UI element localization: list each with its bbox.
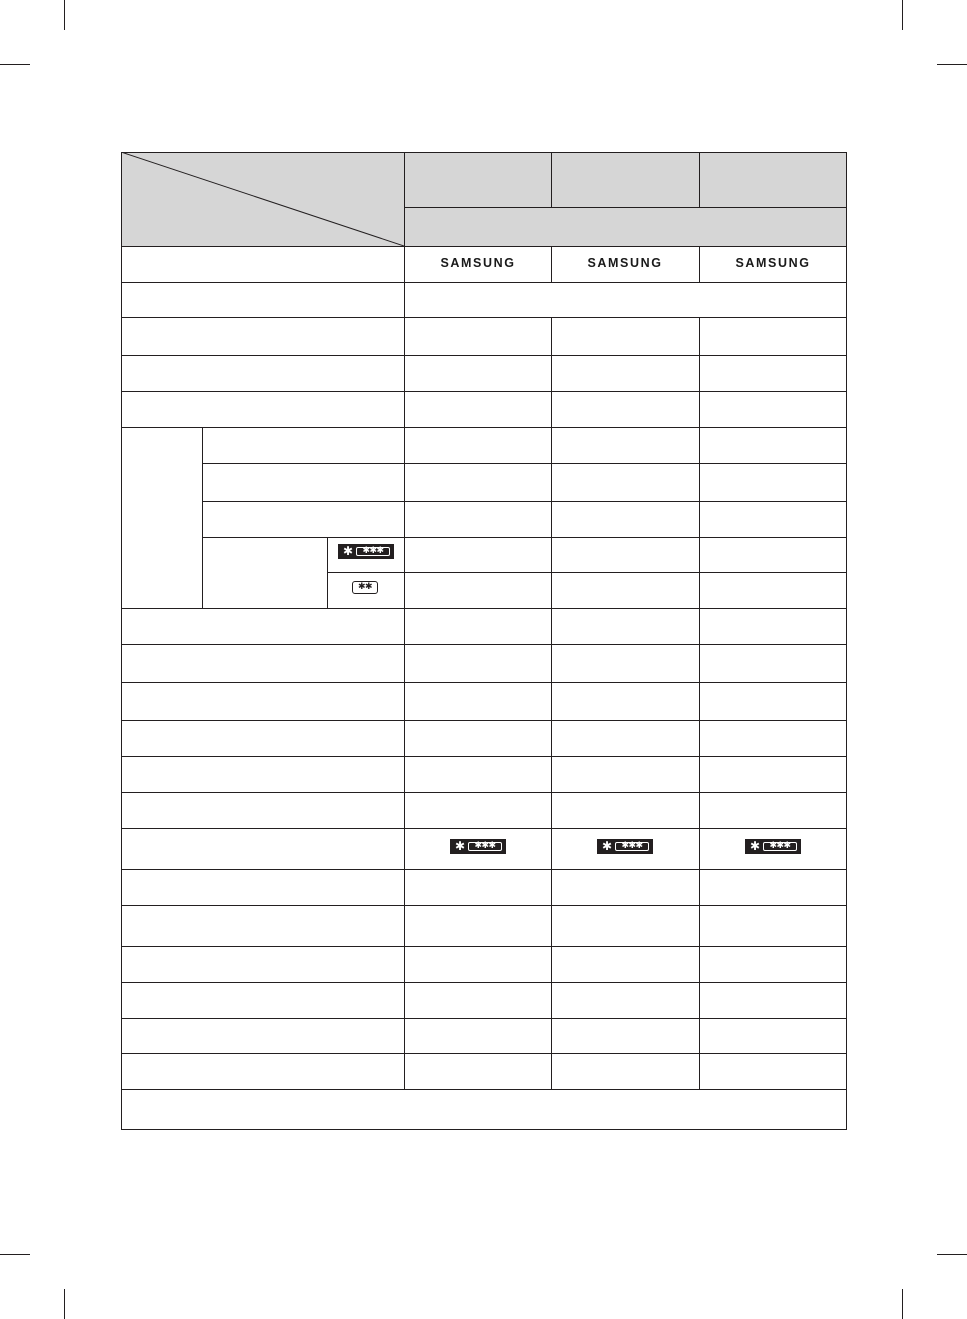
- samsung-logo: SAMSUNG: [440, 256, 516, 270]
- rule-row: [121, 355, 847, 356]
- rule-row: [121, 317, 847, 318]
- rule-row: [121, 644, 847, 645]
- rule-subcol: [202, 427, 203, 608]
- crop-mark-top-left-vertical: [64, 0, 65, 30]
- rule-row: [121, 682, 847, 683]
- crop-mark-bottom-left-vertical: [64, 1289, 65, 1319]
- rule-row: [202, 463, 847, 464]
- four-star-freezer-icon: ✱ ✱✱✱: [745, 839, 801, 854]
- rule-col: [551, 317, 552, 1089]
- rule-row: [121, 608, 847, 609]
- rule-subcol: [327, 537, 328, 608]
- rule-row: [121, 1018, 847, 1019]
- rule-col: [551, 152, 552, 207]
- rule-row: [121, 982, 847, 983]
- rule-col: [404, 152, 405, 1089]
- rule-row: [121, 905, 847, 906]
- crop-mark-bottom-right-horizontal: [937, 1254, 967, 1255]
- rule-row: [121, 792, 847, 793]
- rule-row: [121, 946, 847, 947]
- four-star-freezer-icon: ✱ ✱✱✱: [597, 839, 653, 854]
- crop-mark-top-left-horizontal: [0, 64, 30, 65]
- rule-row: [121, 282, 847, 283]
- rule-row: [121, 1089, 847, 1090]
- four-star-freezer-icon: ✱ ✱✱✱: [450, 839, 506, 854]
- rule-right: [846, 152, 847, 1130]
- crop-mark-top-right-vertical: [902, 0, 903, 30]
- rule-header-mid: [404, 207, 847, 208]
- rule-row: [121, 391, 847, 392]
- rule-row: [121, 720, 847, 721]
- rule-row: [121, 828, 847, 829]
- crop-mark-top-right-horizontal: [937, 64, 967, 65]
- rule-row: [121, 1053, 847, 1054]
- rule-row: [202, 537, 847, 538]
- rule-row: [121, 756, 847, 757]
- samsung-logo: SAMSUNG: [735, 256, 811, 270]
- rule-col: [699, 152, 700, 207]
- samsung-logo: SAMSUNG: [587, 256, 663, 270]
- rule-row: [327, 572, 847, 573]
- rule-bottom: [121, 1129, 847, 1130]
- product-fiche-table: [121, 152, 847, 1130]
- crop-mark-bottom-left-horizontal: [0, 1254, 30, 1255]
- rule-top: [121, 152, 847, 153]
- four-star-freezer-icon: ✱ ✱✱✱: [338, 544, 394, 559]
- rule-row: [121, 246, 847, 247]
- rule-row: [121, 869, 847, 870]
- rule-col: [699, 317, 700, 1089]
- two-star-freezer-icon: ✱✱: [352, 581, 378, 594]
- rule-left: [121, 152, 122, 1130]
- rule-row: [121, 427, 847, 428]
- rule-row: [202, 501, 847, 502]
- crop-mark-bottom-right-vertical: [902, 1289, 903, 1319]
- header-diagonal: [121, 152, 404, 246]
